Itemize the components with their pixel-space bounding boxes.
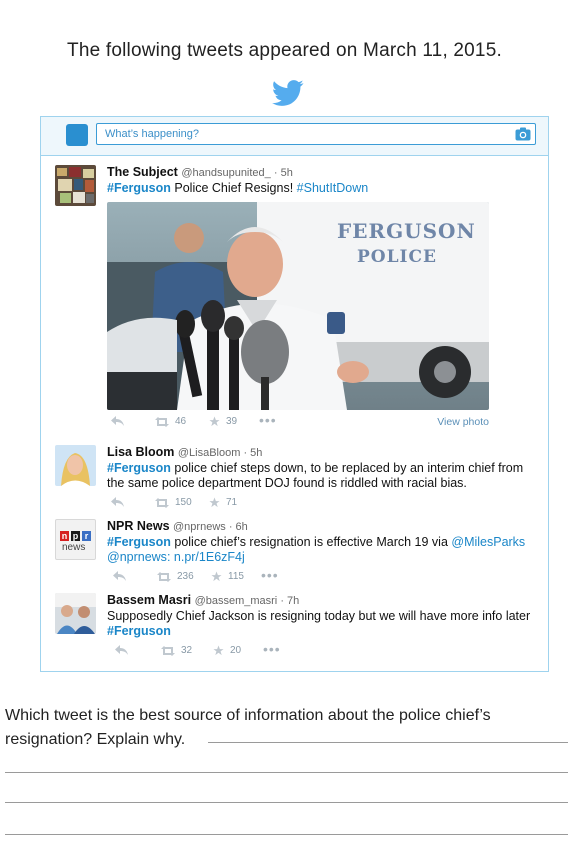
tweet-handle[interactable]: @LisaBloom	[177, 447, 241, 459]
retweet-icon	[157, 572, 171, 582]
hashtag-link[interactable]: #Ferguson	[107, 181, 171, 195]
favorite-button[interactable]	[209, 416, 237, 427]
url-link[interactable]: n.pr/1E6zF4j	[173, 550, 245, 564]
retweet-button[interactable]	[155, 497, 192, 508]
tweet-time[interactable]: 7h	[287, 595, 300, 607]
tweet-actions	[107, 641, 539, 661]
van-text: FERGUSON	[337, 219, 476, 243]
answer-line[interactable]	[5, 772, 568, 773]
camera-icon[interactable]	[515, 127, 531, 141]
favorite-count: 39	[226, 416, 238, 427]
more-options-icon[interactable]: •••	[263, 641, 281, 657]
reply-button[interactable]	[115, 645, 129, 655]
tweet-text-content: police chief steps down, to be replaced by an interim chief from the same police department DOJ found is riddled with racial bias.	[107, 461, 524, 490]
tweet-text-content: Supposedly Chief Jackson is resigning today but we will have more info later	[107, 609, 531, 623]
retweet-count: 236	[177, 571, 194, 582]
tweet: The Subject @handsupunited_ · 5h #Ferguson Police Chief Resigns! #ShutItDown FERGUSON POLICE 46 39 ••• View photo	[55, 165, 545, 425]
reply-icon	[115, 645, 129, 655]
favorite-count: 71	[226, 497, 238, 508]
view-photo-link[interactable]: View photo	[437, 416, 489, 428]
twitter-timeline-card	[40, 116, 549, 672]
tweet-time[interactable]: 6h	[235, 521, 248, 533]
more-options-icon[interactable]: •••	[261, 567, 279, 583]
page-heading: The following tweets appeared on March 11, 2015.	[67, 40, 502, 61]
star-icon	[209, 497, 220, 508]
retweet-icon	[155, 417, 169, 427]
favorite-count: 115	[228, 571, 244, 582]
tweet-photo[interactable]	[107, 202, 489, 410]
npr-logo-letter: r	[82, 531, 91, 541]
retweet-icon	[161, 646, 175, 656]
favorite-button[interactable]	[213, 645, 241, 656]
favorite-button[interactable]	[209, 497, 237, 508]
tweet-author-name[interactable]: Lisa Bloom	[107, 445, 175, 459]
tweet-actions	[107, 567, 539, 587]
url-separator: :	[166, 550, 174, 564]
tweet-text	[107, 609, 539, 639]
npr-logo-word: news	[62, 542, 86, 553]
compose-bar	[41, 117, 548, 156]
hashtag-link[interactable]: #Ferguson	[107, 461, 171, 475]
user-avatar[interactable]	[66, 124, 88, 146]
retweet-count: 150	[175, 497, 192, 508]
retweet-button[interactable]	[155, 416, 186, 427]
retweet-button[interactable]	[157, 571, 194, 582]
tweet-author-name[interactable]: Bassem Masri	[107, 593, 192, 607]
tweet-author-name[interactable]: NPR News	[107, 519, 170, 533]
npr-logo-letter: p	[72, 531, 79, 541]
tweet-text-content: Police Chief Resigns!	[170, 181, 297, 195]
reply-icon	[111, 497, 125, 507]
tweet-author-name[interactable]: The Subject	[107, 165, 178, 179]
mention-link[interactable]: @nprnews	[107, 550, 167, 564]
retweet-count: 32	[181, 645, 193, 656]
tweet-handle[interactable]: @bassem_masri	[194, 595, 278, 607]
compose-input[interactable]: What’s happening?	[96, 123, 536, 145]
tweet-avatar[interactable]	[55, 593, 96, 634]
star-icon	[209, 416, 220, 427]
tweet-text	[107, 461, 539, 491]
answer-line[interactable]	[5, 834, 568, 835]
tweet: Bassem Masri @bassem_masri · 7h Supposedly Chief Jackson is resigning today but we will have more info later #Ferguson 32 20 •••	[55, 593, 545, 663]
twitter-bird-icon	[272, 80, 304, 106]
hashtag-link[interactable]: #ShutItDown	[296, 181, 369, 195]
tweet-avatar[interactable]	[55, 519, 96, 560]
more-options-icon[interactable]: •••	[259, 412, 277, 428]
reply-icon	[113, 571, 127, 581]
retweet-count: 46	[175, 416, 187, 427]
question-text: Which tweet is the best source of information about the police chief’s resignation? Explain why.	[5, 707, 491, 748]
tweet-time[interactable]: 5h	[280, 167, 293, 179]
reply-button[interactable]	[111, 497, 125, 507]
favorite-button[interactable]	[211, 571, 244, 582]
star-icon	[213, 645, 224, 656]
mention-link[interactable]: @MilesParks	[451, 535, 526, 549]
tweet-handle[interactable]: @handsupunited_	[181, 167, 271, 179]
tweet-time[interactable]: 5h	[250, 447, 263, 459]
answer-line[interactable]	[5, 802, 568, 803]
tweet-text-content: police chief’s resignation is effective March 19 via	[170, 535, 452, 549]
tweet-text	[107, 181, 539, 196]
tweet-actions	[107, 412, 539, 432]
hashtag-link[interactable]: #Ferguson	[107, 624, 171, 638]
reply-icon	[111, 416, 125, 426]
reply-button[interactable]	[111, 416, 125, 426]
npr-logo-letter: n	[61, 531, 68, 541]
hashtag-link[interactable]: #Ferguson	[107, 535, 171, 549]
tweet-actions	[107, 497, 539, 513]
tweet: n p r news NPR News @nprnews · 6h #Ferguson police chief’s resignation is effective March 19 via @MilesParks @nprnews: n.pr/1E6zF4j 236 115 •••	[55, 519, 545, 585]
van-text: POLICE	[357, 247, 437, 267]
tweet: Lisa Bloom @LisaBloom · 5h #Ferguson police chief steps down, to be replaced by an interim chief from the same police department DOJ found is riddled with racial bias. 150 71	[55, 445, 545, 511]
tweet-avatar[interactable]	[55, 165, 96, 206]
retweet-icon	[155, 498, 169, 508]
retweet-button[interactable]	[161, 645, 192, 656]
star-icon	[211, 571, 222, 582]
favorite-count: 20	[230, 645, 242, 656]
answer-line[interactable]	[208, 742, 568, 743]
tweet-handle[interactable]: @nprnews	[173, 521, 226, 533]
tweet-avatar[interactable]	[55, 445, 96, 486]
tweet-text	[107, 535, 539, 565]
reply-button[interactable]	[113, 571, 127, 581]
